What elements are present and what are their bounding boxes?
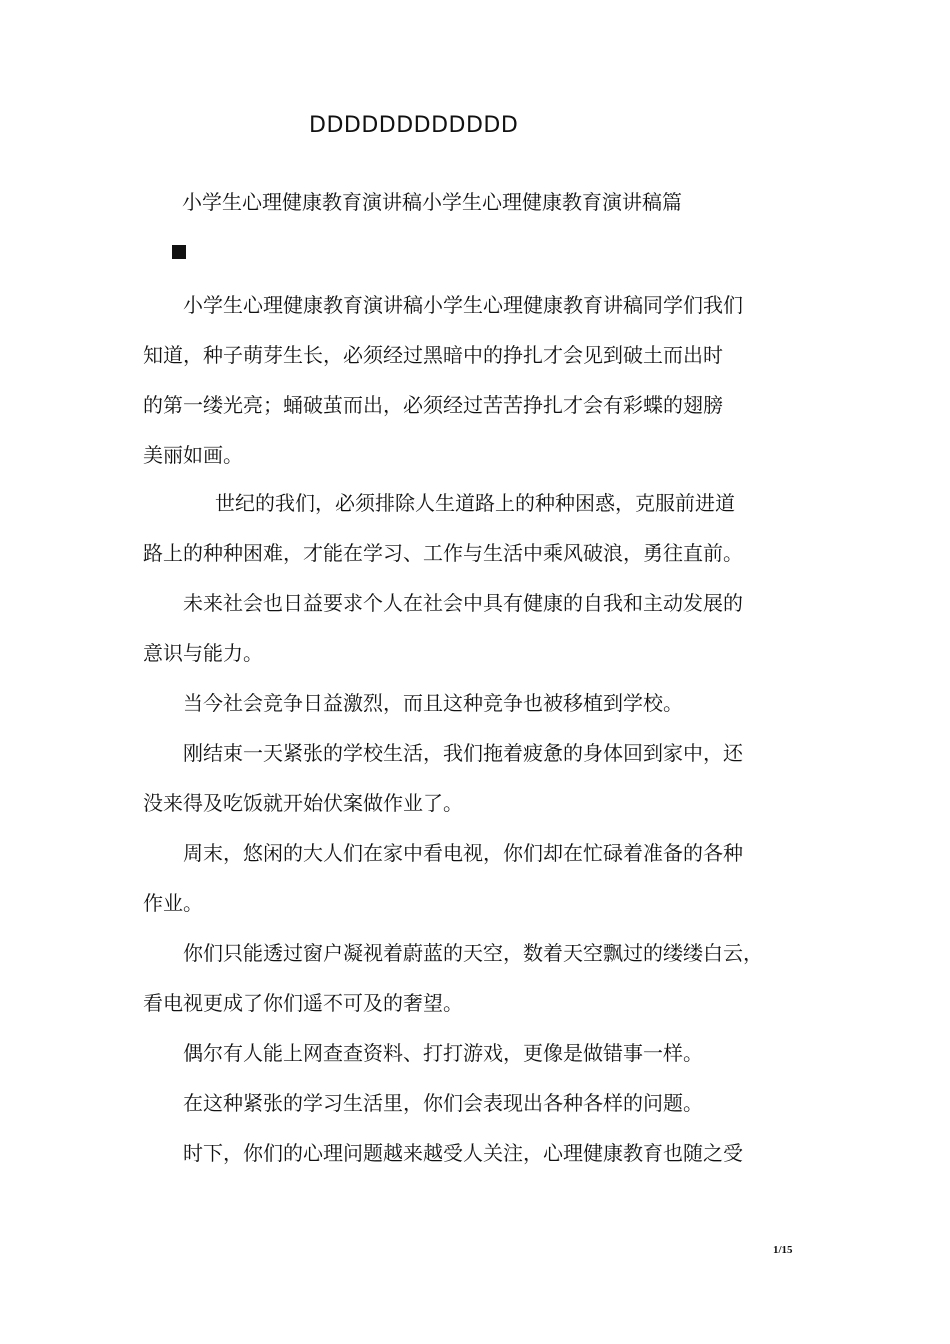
text-line: 意识与能力。	[143, 641, 263, 665]
text-line: 你们只能透过窗户凝视着蔚蓝的天空，数着天空飘过的缕缕白云，	[183, 941, 763, 965]
text-line: 世纪的我们，必须排除人生道路上的种种困惑，克服前进道	[215, 491, 735, 515]
document-title: 小学生心理健康教育演讲稿小学生心理健康教育演讲稿篇	[182, 190, 682, 214]
paragraph-8	[143, 1028, 823, 1078]
text-line: 当今社会竞争日益激烈，而且这种竞争也被移植到学校。	[183, 691, 683, 715]
paragraph-1	[143, 280, 823, 480]
text-line: 时下，你们的心理问题越来越受人关注，心理健康教育也随之受	[183, 1141, 743, 1165]
text-line: 路上的种种困难，才能在学习、工作与生活中乘风破浪，勇往直前。	[143, 541, 743, 565]
text-line: 没来得及吃饭就开始伏案做作业了。	[143, 791, 463, 815]
page-number: 1/15	[773, 1244, 793, 1256]
paragraph-5	[143, 728, 823, 828]
paragraph-6	[143, 828, 823, 928]
header-code: DDDDDDDDDDDD	[309, 113, 519, 138]
paragraph-4	[143, 678, 823, 728]
text-line: 美丽如画。	[143, 443, 243, 467]
text-line: 作业。	[143, 891, 203, 915]
text-line: 在这种紧张的学习生活里，你们会表现出各种各样的问题。	[183, 1091, 703, 1115]
paragraph-9	[143, 1078, 823, 1128]
text-line: 知道，种子萌芽生长，必须经过黑暗中的挣扎才会见到破土而出时	[143, 343, 723, 367]
paragraph-2	[143, 478, 823, 578]
bullet-square-icon	[172, 245, 186, 259]
text-line: 的第一缕光亮；蛹破茧而出，必须经过苦苦挣扎才会有彩蝶的翅膀	[143, 393, 723, 417]
text-line: 小学生心理健康教育演讲稿小学生心理健康教育讲稿同学们我们	[183, 293, 743, 317]
paragraph-3	[143, 578, 823, 678]
text-line: 看电视更成了你们遥不可及的奢望。	[143, 991, 463, 1015]
text-line: 偶尔有人能上网查查资料、打打游戏，更像是做错事一样。	[183, 1041, 703, 1065]
text-line: 未来社会也日益要求个人在社会中具有健康的自我和主动发展的	[183, 591, 743, 615]
paragraph-7	[143, 928, 823, 1028]
text-line: 刚结束一天紧张的学校生活，我们拖着疲惫的身体回到家中，还	[183, 741, 743, 765]
text-line: 周末，悠闲的大人们在家中看电视，你们却在忙碌着准备的各种	[183, 841, 743, 865]
paragraph-10	[143, 1128, 823, 1178]
